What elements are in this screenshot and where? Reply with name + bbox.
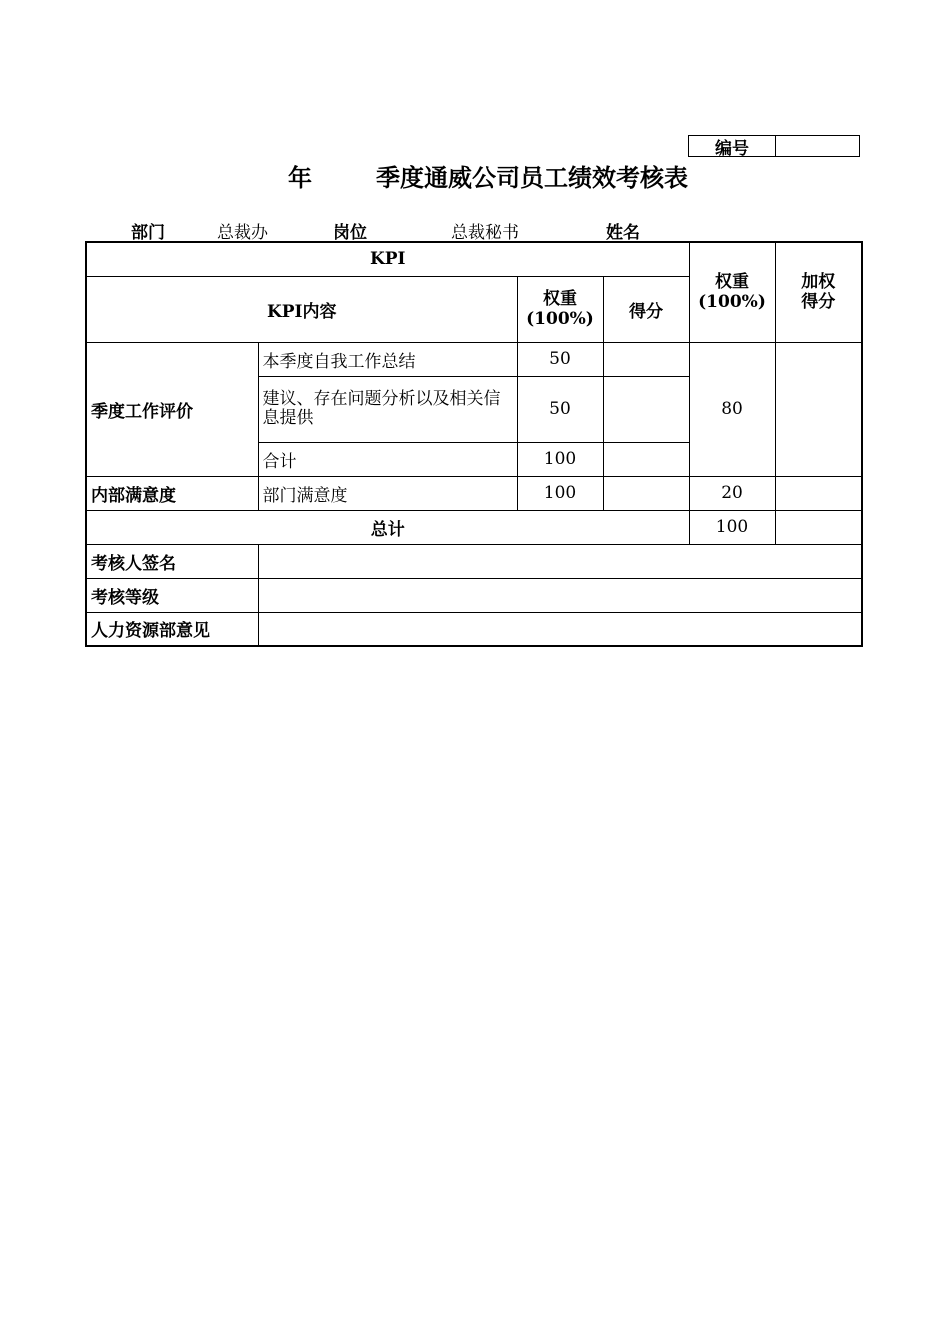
reviewer-sign-field[interactable]: [258, 544, 862, 578]
total-weighted-score[interactable]: [775, 510, 862, 544]
kpi-item-score[interactable]: [603, 442, 689, 476]
number-value[interactable]: [776, 136, 859, 156]
kpi-item-score[interactable]: [603, 476, 689, 510]
group2-weight: 20: [689, 476, 775, 510]
weighted-score-header: 加权 得分: [775, 242, 862, 342]
kpi-item-content: 本季度自我工作总结: [258, 342, 517, 376]
grade-field[interactable]: [258, 578, 862, 612]
kpi-item-score[interactable]: [603, 342, 689, 376]
group1-weighted-score[interactable]: [775, 342, 862, 476]
kpi-header: KPI: [86, 242, 689, 276]
kpi-item-weight: 100: [517, 442, 603, 476]
weight2-header: 权重 (100%): [689, 242, 775, 342]
title-main: 季度通威公司员工绩效考核表: [376, 163, 688, 192]
score-header: 得分: [603, 276, 689, 342]
kpi-item-content: 部门满意度: [258, 476, 517, 510]
reviewer-sign-label: 考核人签名: [86, 544, 258, 578]
group2-weighted-score[interactable]: [775, 476, 862, 510]
group2-label: 内部满意度: [86, 476, 258, 510]
kpi-item-content: 合计: [258, 442, 517, 476]
kpi-content-header: KPI内容: [86, 276, 517, 342]
weight-header: 权重 (100%): [517, 276, 603, 342]
dept-value: 总裁办: [217, 223, 268, 243]
number-box: [688, 135, 860, 157]
group1-label: 季度工作评价: [86, 342, 258, 476]
post-label: 岗位: [333, 223, 367, 243]
kpi-item-weight: 100: [517, 476, 603, 510]
dept-label: 部门: [131, 223, 165, 243]
kpi-table: [85, 241, 863, 647]
total-weight: 100: [689, 510, 775, 544]
kpi-item-score[interactable]: [603, 376, 689, 442]
group1-weight: 80: [689, 342, 775, 476]
number-label: 编号: [689, 136, 776, 156]
hr-opinion-field[interactable]: [258, 612, 862, 646]
kpi-item-content: 建议、存在问题分析以及相关信息提供: [258, 376, 517, 442]
hr-opinion-label: 人力资源部意见: [86, 612, 258, 646]
title-year: 年: [288, 163, 312, 192]
kpi-item-weight: 50: [517, 376, 603, 442]
grade-label: 考核等级: [86, 578, 258, 612]
total-label: 总计: [86, 510, 689, 544]
post-value: 总裁秘书: [451, 223, 519, 243]
name-label: 姓名: [606, 223, 640, 243]
kpi-item-weight: 50: [517, 342, 603, 376]
